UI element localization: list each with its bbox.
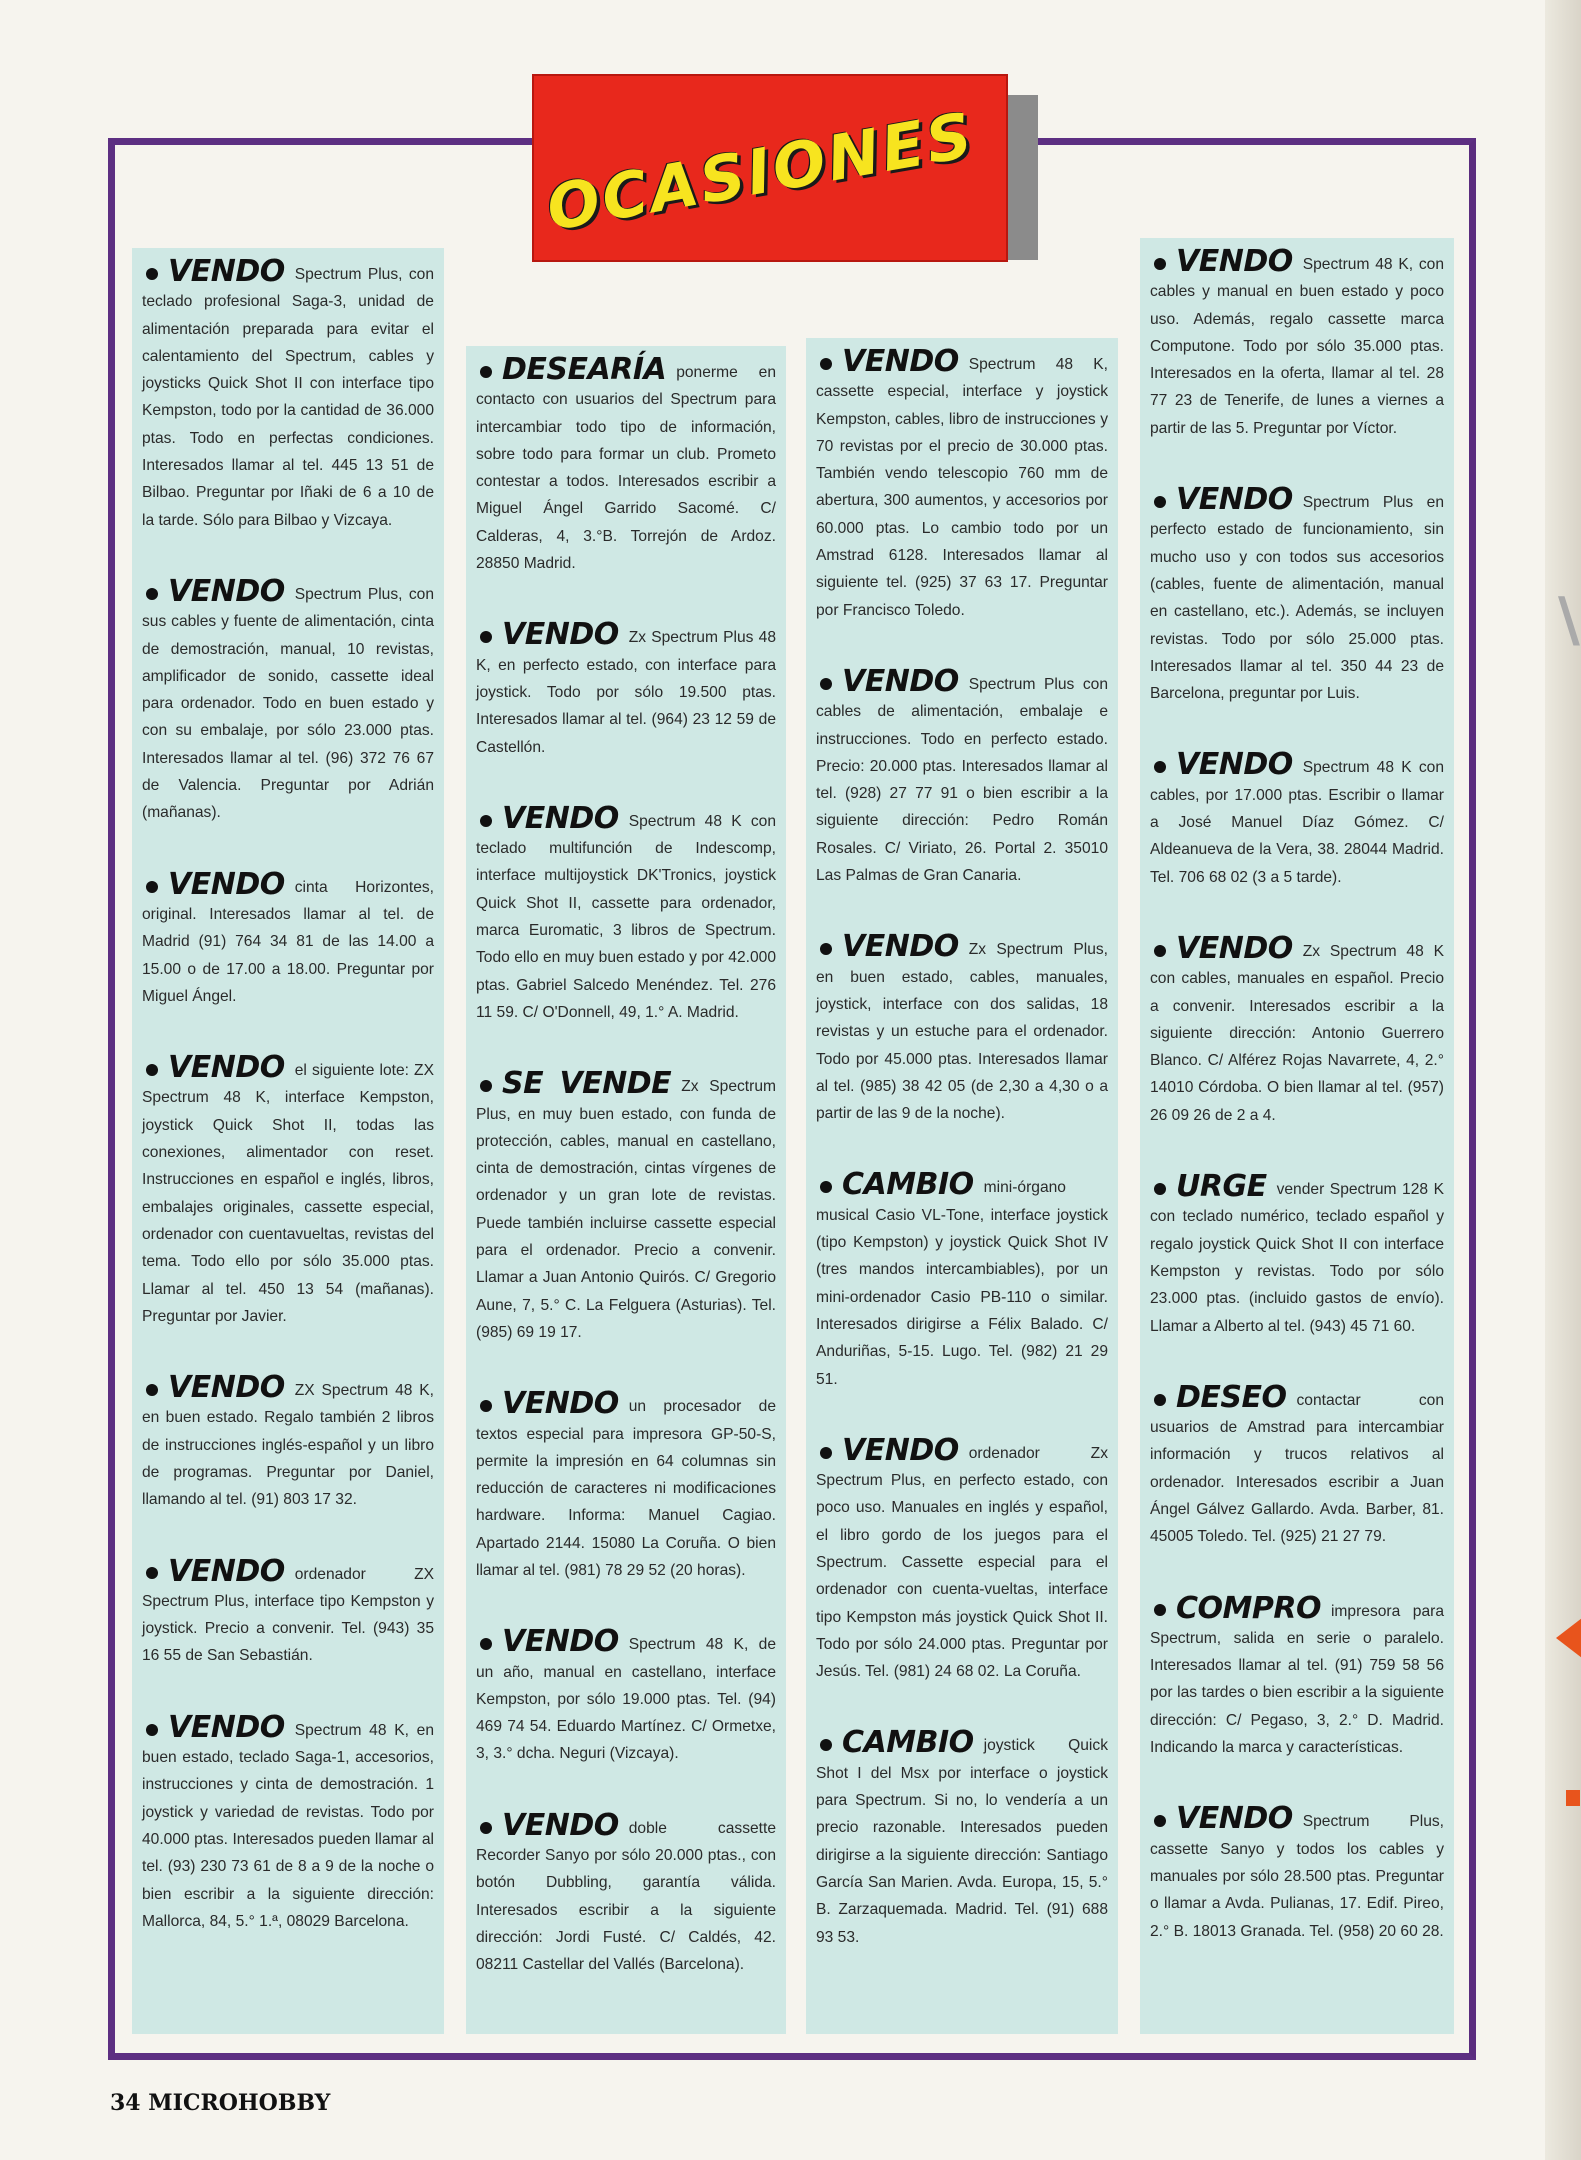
classified-ad	[1150, 1801, 1444, 1944]
adjacent-page-glyph: \	[1558, 585, 1580, 655]
ad-keyword: VENDO	[502, 800, 619, 836]
ad-keyword: VENDO	[168, 1370, 285, 1406]
classified-ad	[1150, 1590, 1444, 1762]
ad-text: Zx Spectrum 48 K con cables, manuales en español. Precio a convenir. Interesados escribir a la siguiente dirección: Antonio Guerrero Blanco. C/ Alférez Rojas Navarrete, 4, 2.° 14010 Córdoba. O bien llamar al tel. (957) 26 09 26 de 2 a 4.	[1150, 942, 1444, 1124]
adjacent-page-orange-mark-small	[1566, 1790, 1580, 1806]
classified-ad	[1150, 482, 1444, 707]
classified-ad	[816, 344, 1108, 624]
adjacent-page-orange-mark	[1556, 1618, 1581, 1658]
section-title-box	[532, 74, 1008, 262]
bullet-icon	[146, 588, 158, 600]
ad-keyword: VENDO	[168, 1553, 285, 1589]
classified-ad	[142, 1709, 434, 1935]
page-edge-shade	[1545, 0, 1581, 2160]
ad-text: Spectrum 48 K con cables, por 17.000 ptas. Escribir o llamar a José Manuel Díaz Gómez. C/ Aldeanueva de la Vera, 38. 28044 Madrid. Tel. 706 68 02 (3 a 5 tarde).	[1150, 759, 1444, 886]
bullet-icon	[820, 678, 832, 690]
ad-keyword: VENDO	[1176, 930, 1293, 966]
ad-keyword: VENDO	[1176, 1801, 1293, 1837]
ad-text: ponerme en contacto con usuarios del Spectrum para intercambiar todo tipo de información, sobre todo para formar un club. Prometo contestar a todos. Interesados escribir a Miguel Ángel Garrido Sacomé. C/ Calderas, 4, 3.°B. Torrejón de Ardoz. 28850 Madrid.	[476, 364, 776, 573]
ads-column-4	[1140, 238, 1454, 2034]
bullet-icon	[480, 1400, 492, 1412]
classified-ad	[1150, 1169, 1444, 1340]
ads-column-3	[806, 338, 1118, 2034]
ad-keyword: CAMBIO	[842, 1725, 974, 1761]
classified-ad	[1150, 1379, 1444, 1551]
bullet-icon	[480, 631, 492, 643]
ad-text: contactar con usuarios de Amstrad para intercambiar información y trucos relativos al ordenador. Interesados escribir a Juan Ángel Gálvez Gallardo. Avda. Barber, 81. 45005 Toledo. Tel. (925) 21 27 79.	[1150, 1391, 1444, 1546]
ad-keyword: VENDO	[842, 344, 959, 379]
bullet-icon	[820, 1181, 832, 1193]
bullet-icon	[480, 1638, 492, 1650]
bullet-icon	[820, 1447, 832, 1459]
ad-keyword: VENDO	[842, 1432, 959, 1468]
bullet-icon	[1154, 1604, 1166, 1616]
ad-text: un procesador de textos especial para impresora GP-50-S, permite la impresión en 64 columnas sin reducción de caracteres ni modificaciones hardware. Informa: Manuel Cagiao. Apartado 2144. 15080 La Coruña. O bien llamar al tel. (981) 78 29 52 (20 horas).	[476, 1398, 776, 1579]
bullet-icon	[146, 1567, 158, 1579]
ad-keyword: VENDO	[842, 929, 959, 965]
classified-ad	[476, 1066, 776, 1346]
classified-ad	[142, 1553, 434, 1670]
ad-text: Spectrum Plus con cables de alimentación, embalaje e instrucciones. Todo en perfecto estado. Precio: 20.000 ptas. Interesados llamar al tel. (928) 27 77 91 o bien escribir a la siguiente dirección: Pedro Román Rosales. C/ Viriato, 26. Portal 2. 35010 Las Palmas de Gran Canaria.	[816, 675, 1108, 885]
ad-keyword: VENDO	[1176, 482, 1293, 518]
ad-keyword: VENDO	[502, 1624, 619, 1660]
ad-keyword: VENDO	[1176, 244, 1293, 279]
classified-ad	[476, 1386, 776, 1584]
ad-text: Spectrum Plus, cassette Sanyo y todos los cables y manuales por sólo 28.500 ptas. Preguntar o llamar a Avda. Pulianas, 17. Edif. Pireo, 2.° B. 18013 Granada. Tel. (958) 20 60 28.	[1150, 1813, 1444, 1940]
bullet-icon	[146, 1384, 158, 1396]
classified-ad	[816, 663, 1108, 889]
ad-text: Spectrum 48 K, en buen estado, teclado Saga-1, accesorios, instrucciones y cinta de demostración. 1 joystick y variedad de revistas. Todo por 40.000 ptas. Interesados pueden llamar al tel. (93) 230 73 61 de 8 a 9 de la noche o bien escribir a la siguiente dirección: Mallorca, 84, 5.° 1.ª, 08029 Barcelona.	[142, 1721, 434, 1930]
ad-text: ordenador ZX Spectrum Plus, interface tipo Kempston y joystick. Precio a convenir. Tel. (943) 35 16 55 de San Sebastián.	[142, 1565, 434, 1665]
ad-keyword: COMPRO	[1176, 1590, 1321, 1626]
bullet-icon	[820, 1739, 832, 1751]
ad-text: Spectrum 48 K, con cables y manual en buen estado y poco uso. Además, regalo cassette marca Computone. Todo por sólo 35.000 ptas. Interesados en la oferta, llamar al tel. 28 77 23 de Tenerife, de lunes a viernes a partir de las 5. Preguntar por Víctor.	[1150, 256, 1444, 437]
classified-ad	[142, 254, 434, 534]
ad-text: el siguiente lote: ZX Spectrum 48 K, interface Kempston, joystick Quick Shot II, todas las conexiones, alimentador con reset. Instrucciones en español e inglés, libros, embalajes originales, cassette especial, ordenador con cuentavueltas, revistas del tema. Todo ello por sólo 35.000 ptas. Llamar al tel. 450 13 54 (mañanas). Preguntar por Javier.	[142, 1062, 434, 1325]
ad-text: mini-órgano musical Casio VL-Tone, interface joystick (tipo Kempston) y joystick Quick Shot IV (tres mandos intercambiables), por un mini-ordenador Casio PB-110 o similar. Interesados dirigirse a Félix Balado. C/ Anduriñas, 5-15. Lugo. Tel. (982) 21 29 51.	[816, 1179, 1108, 1388]
classified-ad	[816, 1432, 1108, 1686]
classified-ad	[1150, 930, 1444, 1129]
bullet-icon	[1154, 945, 1166, 957]
classified-ad	[476, 1624, 776, 1767]
classified-ad	[476, 617, 776, 760]
ad-text: Zx Spectrum Plus 48 K, en perfecto estado, con interface para joystick. Todo por sólo 19.500 ptas. Interesados llamar al tel. (964) 23 12 59 de Castellón.	[476, 629, 776, 756]
classified-ad	[816, 1725, 1108, 1950]
magazine-name: MICROHOBBY	[148, 2090, 331, 2116]
bullet-icon	[146, 1724, 158, 1736]
page-footer	[110, 2090, 330, 2116]
ad-keyword: VENDO	[1176, 747, 1293, 783]
ad-keyword: CAMBIO	[842, 1167, 974, 1203]
section-title: OCASIONES	[541, 98, 980, 246]
ad-text: Spectrum 48 K con teclado multifunción de Indescomp, interface multijoystick DK'Tronics, joystick Quick Shot II, cassette para ordenador, marca Euromatic, 3 libros de Spectrum. Todo ello en muy buen estado y por 42.000 ptas. Gabriel Salcedo Menéndez. Tel. 276 11 59. C/ O'Donnell, 49, 1.° A. Madrid.	[476, 812, 776, 1021]
bullet-icon	[1154, 1394, 1166, 1406]
bullet-icon	[1154, 761, 1166, 773]
ad-keyword: VENDO	[502, 1386, 619, 1422]
bullet-icon	[820, 943, 832, 955]
bullet-icon	[146, 881, 158, 893]
ad-text: vender Spectrum 128 K con teclado numérico, teclado español y regalo joystick Quick Shot II con interface Kempston y revistas. Todo por sólo 23.000 ptas. (incluido gastos de envío). Llamar a Alberto al tel. (943) 45 71 60.	[1150, 1181, 1444, 1335]
ad-text: Spectrum Plus en perfecto estado de funcionamiento, sin mucho uso y con todos sus accesorios (cables, fuente de alimentación, manual en castellano, etc.). Además, se incluyen revistas. Todo por sólo 25.000 ptas. Interesados llamar al tel. 350 44 23 de Barcelona, preguntar por Luis.	[1150, 494, 1444, 703]
ad-keyword: VENDO	[502, 617, 619, 653]
ad-keyword: VENDO	[168, 254, 285, 289]
classified-ad	[1150, 747, 1444, 890]
classified-ad	[142, 866, 434, 1010]
bullet-icon	[1154, 496, 1166, 508]
page-number: 34	[110, 2090, 141, 2116]
ad-text: ZX Spectrum 48 K, en buen estado. Regalo también 2 libros de instrucciones inglés-español y un libro de programas. Preguntar por Daniel, llamando al tel. (91) 803 17 32.	[142, 1382, 434, 1509]
ad-keyword: URGE	[1176, 1169, 1267, 1205]
bullet-icon	[480, 1822, 492, 1834]
ad-text: Zx Spectrum Plus, en muy buen estado, con funda de protección, cables, manual en castellano, cinta de demostración, cintas vírgenes de ordenador y un gran lote de revistas. Puede también incluirse cassette especial para el ordenador. Precio a convenir. Llamar a Juan Antonio Quirós. C/ Gregorio Aune, 7, 5.° C. La Felguera (Asturias). Tel. (985) 69 19 17.	[476, 1078, 776, 1341]
bullet-icon	[820, 358, 832, 370]
ad-keyword: VENDO	[842, 663, 959, 699]
bullet-icon	[480, 1080, 492, 1092]
ads-column-1	[132, 248, 444, 2034]
ad-text: joystick Quick Shot I del Msx por interface o joystick para Spectrum. Si no, lo vendería a un precio razonable. Interesados pueden dirigirse a la siguiente dirección: Santiago García San Marien. Avda. Europa, 15, 5.° B. Zarzaquemada. Madrid. Tel. (91) 688 93 53.	[816, 1737, 1108, 1946]
classified-ad	[476, 800, 776, 1026]
ad-keyword: VENDO	[168, 1050, 285, 1086]
classified-ad	[1150, 244, 1444, 442]
bullet-icon	[1154, 258, 1166, 270]
ad-keyword: VENDO	[502, 1807, 619, 1843]
ad-keyword: VENDO	[168, 573, 285, 609]
bullet-icon	[1154, 1815, 1166, 1827]
ad-keyword: DESEARÍA	[502, 352, 667, 387]
ad-text: doble cassette Recorder Sanyo por sólo 20.000 ptas., con botón Dubbling, garantía válida. Interesados escribir a la siguiente dirección: Jordi Fusté. C/ Caldés, 42. 08211 Castellar del Vallés (Barcelona).	[476, 1819, 776, 1974]
ad-text: Spectrum 48 K, de un año, manual en castellano, interface Kempston, por sólo 19.000 ptas. Tel. (94) 469 74 54. Eduardo Martínez. C/ Ormetxe, 3, 3.° dcha. Neguri (Vizcaya).	[476, 1636, 776, 1763]
ad-text: Spectrum Plus, con sus cables y fuente de alimentación, cinta de demostración, manual, 10 revistas, amplificador de sonido, cassette ideal para ordenador. Todo en buen estado y con su embalaje, por sólo 23.000 ptas. Interesados llamar al tel. (96) 372 76 67 de Valencia. Preguntar por Adrián (mañanas).	[142, 585, 434, 822]
classified-ad	[142, 1050, 434, 1330]
ad-text: cinta Horizontes, original. Interesados llamar al tel. de Madrid (91) 764 34 81 de las 14.00 a 15.00 o de 17.00 a 18.00. Preguntar por Miguel Ángel.	[142, 878, 434, 1005]
classified-ad	[816, 929, 1108, 1127]
classified-ad	[142, 573, 434, 827]
ad-text: Zx Spectrum Plus, en buen estado, cables, manuales, joystick, interface con dos salidas, 18 revistas y un estuche para el ordenador. Todo por 45.000 ptas. Interesados llamar al tel. (985) 38 42 05 (de 2,30 a 4,30 o a partir de las 9 de la noche).	[816, 941, 1108, 1123]
ad-text: impresora para Spectrum, salida en serie o paralelo. Interesados llamar al tel. (91) 759 58 56 por las tardes o bien escribir a la siguiente dirección: C/ Pegaso, 3, 2.° D. Madrid. Indicando la marca y características.	[1150, 1602, 1444, 1757]
ads-column-2	[466, 346, 786, 2034]
ad-text: Spectrum Plus, con teclado profesional Saga-3, unidad de alimentación preparada para evitar el calentamiento del Spectrum, cables y joysticks Quick Shot II con interface tipo Kempston, todo por la cantidad de 36.000 ptas. Todo en perfectas condiciones. Interesados llamar al tel. 445 13 51 de Bilbao. Preguntar por Iñaki de 6 a 10 de la tarde. Sólo para Bilbao y Vizcaya.	[142, 266, 434, 529]
bullet-icon	[1154, 1183, 1166, 1195]
bullet-icon	[480, 366, 492, 378]
classified-ad	[476, 352, 776, 577]
ad-keyword: VENDO	[168, 866, 285, 902]
ad-keyword: SE VENDE	[502, 1066, 672, 1102]
ad-keyword: DESEO	[1176, 1379, 1287, 1415]
classified-ad	[142, 1370, 434, 1513]
bullet-icon	[146, 268, 158, 280]
bullet-icon	[480, 815, 492, 827]
bullet-icon	[146, 1064, 158, 1076]
classified-ad	[816, 1167, 1108, 1392]
classified-ad	[476, 1807, 776, 1979]
ad-keyword: VENDO	[168, 1709, 285, 1745]
ad-text: ordenador Zx Spectrum Plus, en perfecto estado, con poco uso. Manuales en inglés y español, el libro gordo de los juegos para el Spectrum. Cassette especial para el ordenador con cuenta-vueltas, interface tipo Kempston más joystick Quick Shot II. Todo por sólo 24.000 ptas. Preguntar por Jesús. Tel. (981) 24 68 02. La Coruña.	[816, 1444, 1108, 1681]
ad-text: Spectrum 48 K, cassette especial, interface y joystick Kempston, cables, libro de instrucciones y 70 revistas por el precio de 30.000 ptas. También vendo telescopio 760 mm de abertura, 300 aumentos, y accesorios por 60.000 ptas. Lo cambio todo por un Amstrad 6128. Interesados llamar al siguiente tel. (925) 37 63 17. Preguntar por Francisco Toledo.	[816, 356, 1108, 619]
